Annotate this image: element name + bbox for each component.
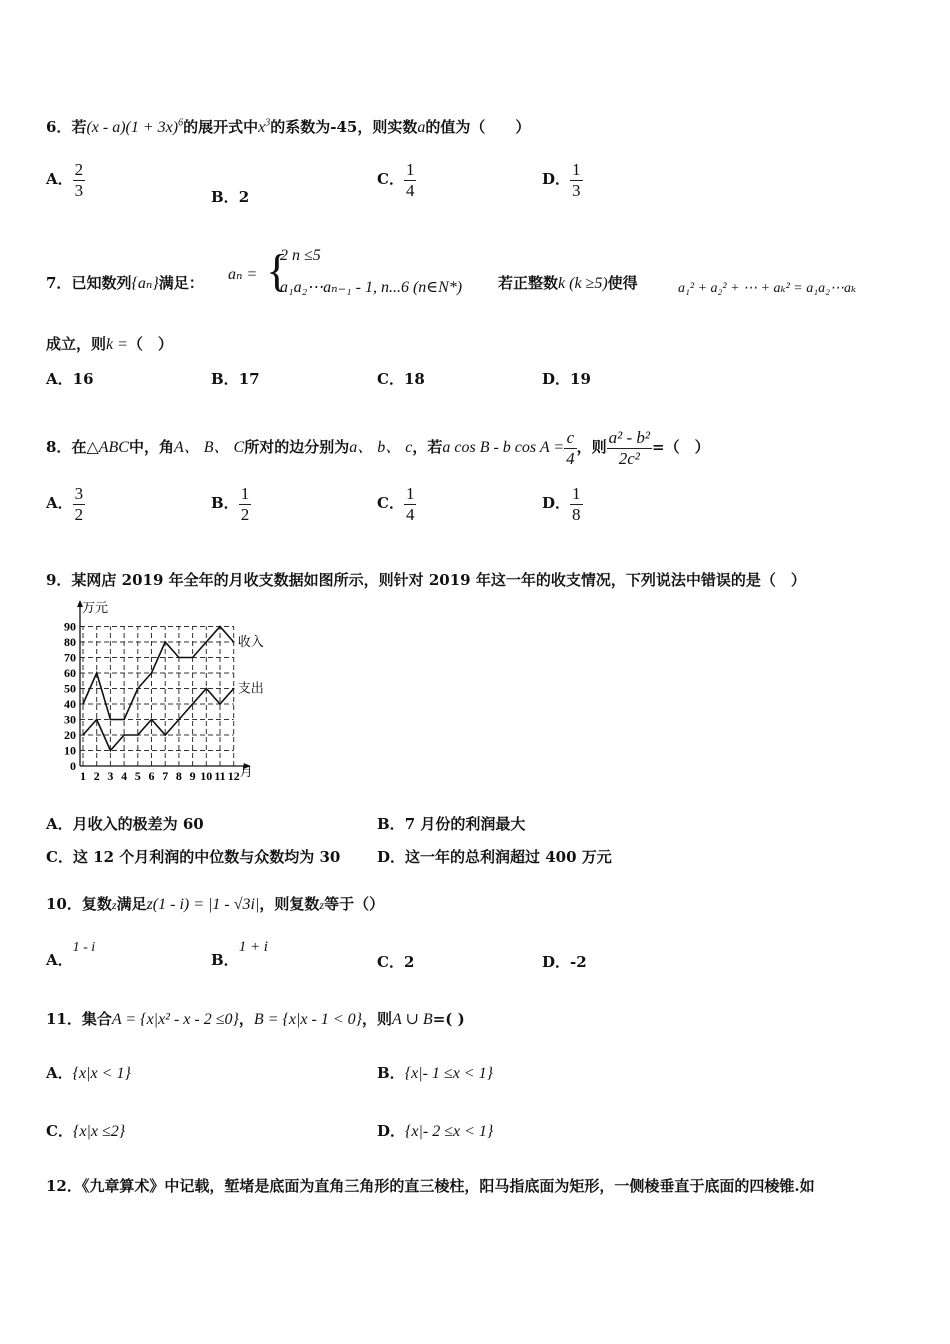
data-point xyxy=(110,750,112,752)
data-point xyxy=(96,719,98,721)
data-point xyxy=(164,641,166,643)
q11-option-a[interactable]: A．{x|x < 1} xyxy=(46,1064,131,1082)
y-tick-label: 30 xyxy=(64,712,76,727)
data-point xyxy=(82,703,84,705)
y-tick-label: 70 xyxy=(64,650,76,665)
q8-option-b[interactable]: B． $\frac{1}{2}$ xyxy=(211,484,250,524)
series-label-income: 收入 xyxy=(237,634,264,649)
data-point xyxy=(96,672,98,674)
data-point xyxy=(164,734,166,736)
q9-option-b[interactable]: B．7 月份的利润最大 xyxy=(377,815,526,833)
q11-option-b[interactable]: B．{x|- 1 ≤x < 1} xyxy=(377,1064,493,1082)
y-tick-label: 10 xyxy=(64,743,76,758)
q11-option-d[interactable]: D．{x|- 2 ≤x < 1} xyxy=(377,1122,494,1140)
q10-option-d[interactable]: D．-2 xyxy=(542,953,587,971)
data-point xyxy=(192,657,194,659)
y-tick-label: 40 xyxy=(64,697,76,711)
x-tick-label: 9 xyxy=(189,769,196,783)
q6-option-c[interactable]: C． $\frac{1}{4}$ xyxy=(377,160,415,200)
x-tick-label: 2 xyxy=(93,769,100,783)
data-point xyxy=(192,703,194,705)
q10-option-c[interactable]: C．2 xyxy=(377,953,415,971)
x-tick-label: 10 xyxy=(200,769,213,783)
question-6-stem: 6．若$(x - a)(1 + 3x)^6$的展开式中$x^3$的系数为-45，则实数a的值为（ ） xyxy=(46,117,531,136)
x-tick-label: 5 xyxy=(134,769,141,783)
x-tick-label: 7 xyxy=(162,769,169,783)
data-point xyxy=(233,641,235,643)
y-tick-label: 50 xyxy=(64,681,76,696)
x-tick-label: 6 xyxy=(148,769,155,783)
data-point xyxy=(219,703,221,705)
data-point xyxy=(151,719,153,721)
q9-option-c[interactable]: C．这 12 个月利润的中位数与众数均为 30 xyxy=(46,848,341,866)
q7-option-c[interactable]: C．18 xyxy=(377,370,425,388)
q7-equation: a₁² + a₂² + ⋯ + aₖ² = a₁a₂⋯aₖ xyxy=(678,281,857,296)
y-tick-label: 80 xyxy=(64,635,76,649)
q7-option-d[interactable]: D．19 xyxy=(542,370,591,388)
q10-option-b[interactable]: B．1 + i xyxy=(211,939,268,969)
question-10-stem: 10．复数z满足z(1 - i) = |1 - √3i|，则复数z等于（） xyxy=(46,895,385,913)
question-7-stem-start: 7．已知数列{aₙ}满足： xyxy=(46,274,204,292)
chart-x-label: 月 xyxy=(239,764,253,779)
q9-option-a[interactable]: A．月收入的极差为 60 xyxy=(46,815,204,833)
question-8-stem: 8．在△ABC中，角A、 B、 C所对的边分别为a、 b、 c，若a cos B - b cos A = $\frac{c}{4}$ ，则 $\frac{\text{a² - b²}}{\text{2c²}}$ =（ ） xyxy=(46,428,710,468)
data-point xyxy=(123,719,125,721)
data-point xyxy=(233,688,235,690)
x-tick-label: 3 xyxy=(107,769,114,783)
chart-x-ticks xyxy=(80,769,240,783)
y-tick-label: 0 xyxy=(70,759,76,773)
data-point xyxy=(137,734,139,736)
chart-axes xyxy=(77,600,251,769)
x-tick-label: 11 xyxy=(214,769,226,783)
data-point xyxy=(151,672,153,674)
q6-expression: $(x - a)(1 + 3x)^6$ xyxy=(86,117,184,136)
question-9-stem: 9．某网店 2019 年全年的月收支数据如图所示，则针对 2019 年这一年的收支情况，下列说法中错误的是（ ） xyxy=(46,571,806,589)
data-point xyxy=(82,734,84,736)
income-expense-chart xyxy=(38,598,298,784)
q7-an: aₙ = xyxy=(228,266,258,283)
q7-case1: 2 n ≤5 xyxy=(280,247,321,264)
chart-y-ticks xyxy=(64,620,76,774)
q8-option-d[interactable]: D． $\frac{1}{8}$ xyxy=(542,484,581,524)
q7-brace: { xyxy=(266,245,289,296)
q7-stem-end: 成立，则k =（ ） xyxy=(46,335,173,353)
data-point xyxy=(219,626,221,628)
y-tick-label: 20 xyxy=(64,728,76,742)
q9-option-d[interactable]: D．这一年的总利润超过 400 万元 xyxy=(377,848,612,866)
y-tick-label: 90 xyxy=(64,619,76,634)
data-point xyxy=(110,719,112,721)
q7-case2: a₁a₂⋯aₙ₋₁ - 1, n...6 (n∈N*) xyxy=(280,279,463,296)
x-tick-label: 8 xyxy=(175,769,182,783)
q8-option-c[interactable]: C． $\frac{1}{4}$ xyxy=(377,484,415,524)
q6-option-a[interactable]: A． $\frac{2}{3}$ xyxy=(46,160,84,200)
data-point xyxy=(206,688,208,690)
q7-option-b[interactable]: B．17 xyxy=(211,370,260,388)
q8-option-a[interactable]: A． $\frac{3}{2}$ xyxy=(46,484,84,524)
q10-option-a[interactable]: A．1 - i xyxy=(46,940,96,969)
question-11-stem: 11．集合A = {x|x² - x - 2 ≤0}，B = {x|x - 1 < 0}，则A ∪ B=( ) xyxy=(46,1010,465,1028)
data-point xyxy=(178,719,180,721)
data-point xyxy=(137,688,139,690)
data-point xyxy=(206,641,208,643)
q7-option-a[interactable]: A．16 xyxy=(46,370,94,388)
data-point xyxy=(178,657,180,659)
x-tick-label: 12 xyxy=(227,769,240,783)
series-label-expense: 支出 xyxy=(237,680,264,696)
question-12-stem: 12．《九章算术》中记载，堑堵是底面为直角三角形的直三棱柱，阳马指底面为矩形，一侧棱垂直于底面的四棱锥.如 xyxy=(46,1177,815,1195)
x-tick-label: 4 xyxy=(121,769,128,783)
q6-option-b[interactable]: B．2 xyxy=(211,188,250,206)
y-tick-label: 60 xyxy=(64,666,76,680)
data-point xyxy=(123,734,125,736)
q11-option-c[interactable]: C．{x|x ≤2} xyxy=(46,1122,126,1140)
q6-x-cubed: $x^3$ xyxy=(258,117,271,136)
x-tick-label: 1 xyxy=(80,769,86,783)
chart-y-label: 万元 xyxy=(82,600,109,615)
q6-option-d[interactable]: D． $\frac{1}{3}$ xyxy=(542,160,581,200)
q7-stem-mid: 若正整数k (k ≥5)使得 xyxy=(498,274,638,292)
